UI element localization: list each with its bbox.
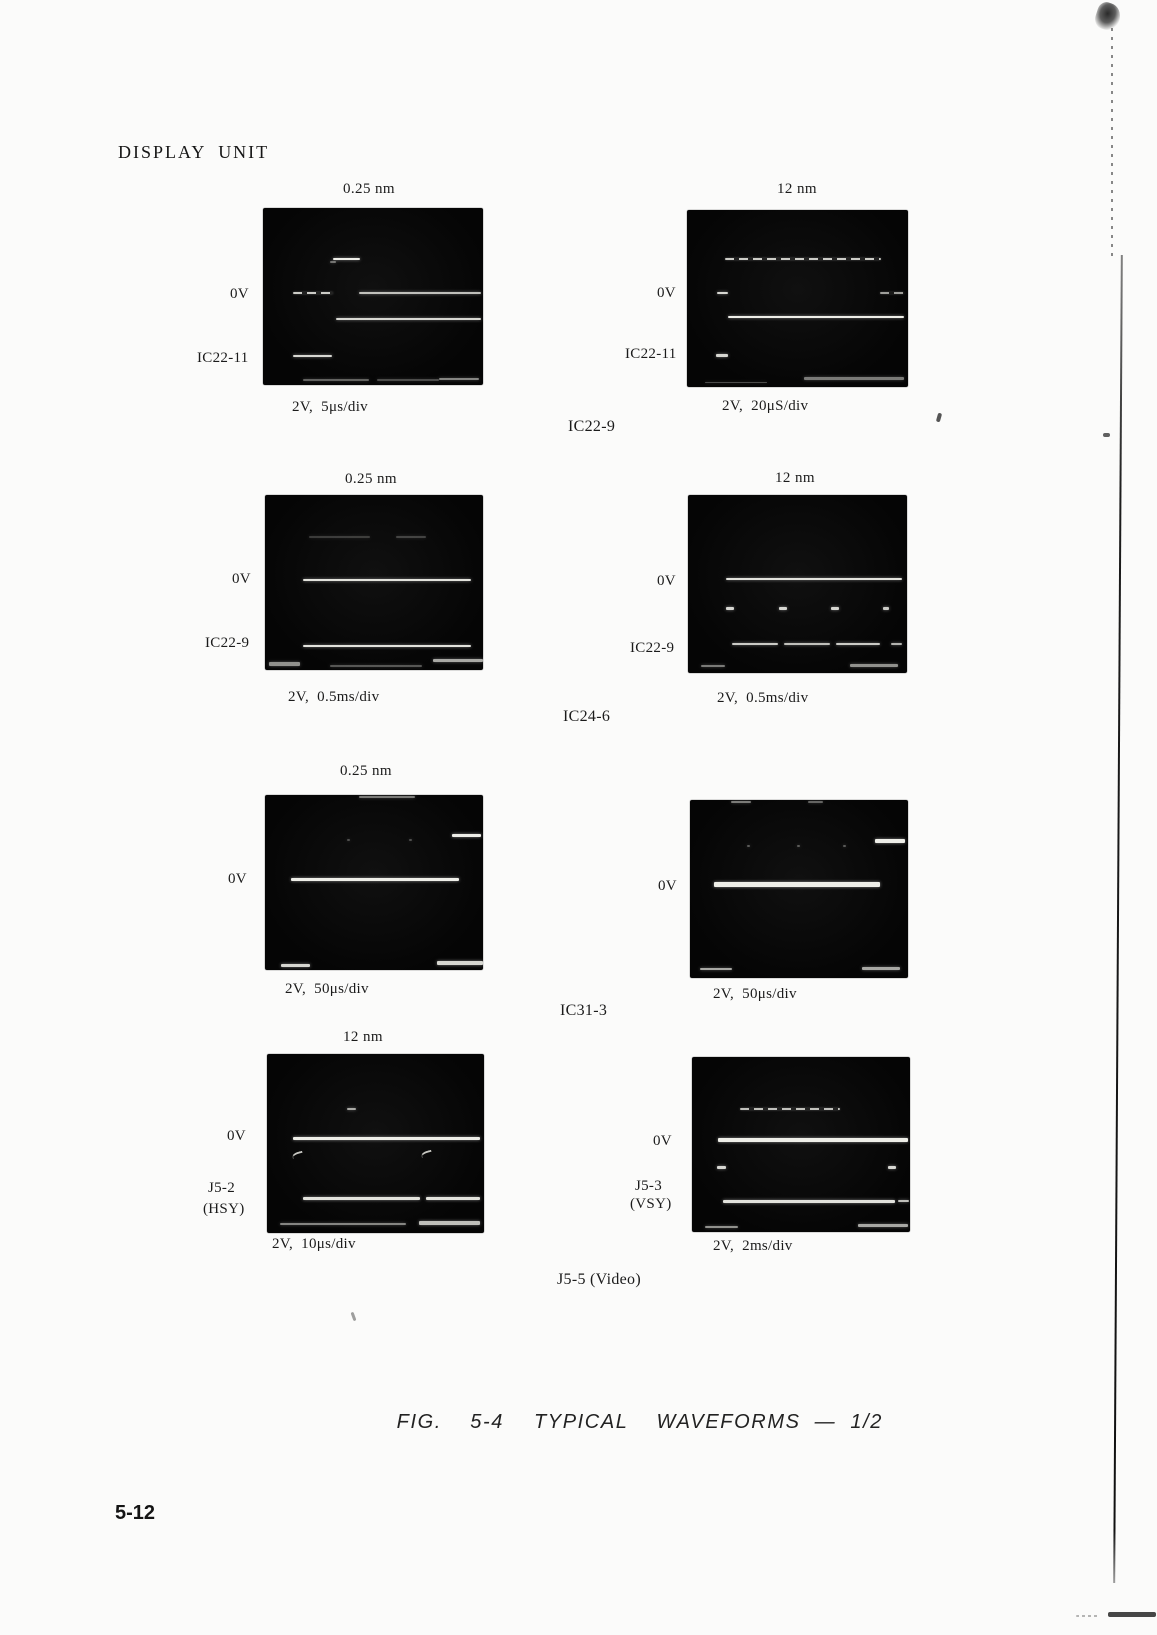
waveform-trace	[293, 355, 333, 357]
waveform-trace	[880, 292, 903, 294]
signal-label: 0V	[653, 1133, 672, 1149]
scope-settings-caption: 2V, 5μs/div	[292, 399, 368, 415]
signal-label: (VSY)	[630, 1196, 672, 1212]
scope-photo-ic22-9-range-12nm	[688, 495, 907, 673]
waveform-trace	[303, 579, 471, 581]
waveform-trace	[725, 258, 882, 260]
signal-label: 0V	[227, 1128, 246, 1144]
waveform-trace	[330, 261, 336, 263]
waveform-trace	[717, 1166, 726, 1169]
waveform-trace	[716, 354, 728, 356]
waveform-trace	[333, 258, 359, 261]
scope-range-title: 0.25 nm	[345, 471, 397, 487]
waveform-trace	[421, 1149, 433, 1157]
scope-photo-ic24-6-range-12nm	[690, 800, 908, 978]
waveform-trace	[731, 801, 751, 803]
waveform-trace	[888, 1166, 896, 1169]
waveform-trace	[875, 839, 904, 843]
waveform-trace	[705, 1226, 738, 1228]
waveform-trace	[836, 643, 880, 645]
figure-title: TYPICAL WAVEFORMS — 1/2	[533, 1411, 884, 1433]
waveform-trace	[433, 659, 483, 662]
waveform-trace	[883, 607, 890, 610]
scope-photo-j5-3-vsy	[692, 1057, 910, 1232]
signal-label: 0V	[232, 571, 251, 587]
signal-label: 0V	[658, 878, 677, 894]
waveform-trace	[359, 796, 416, 798]
scan-speck	[351, 1312, 357, 1321]
scan-edge-line	[1113, 255, 1123, 1583]
waveform-trace	[843, 845, 846, 847]
scan-smudge-artifact	[1092, 0, 1123, 33]
waveform-trace	[808, 801, 823, 803]
scope-photo-ic24-6-range-0-25nm	[265, 795, 483, 970]
scope-range-title: 12 nm	[343, 1029, 383, 1045]
waveform-trace	[359, 292, 481, 294]
waveform-trace	[396, 536, 427, 538]
signal-label: J5-2	[208, 1180, 236, 1196]
waveform-trace	[747, 845, 750, 847]
signal-label: IC22-11	[625, 346, 677, 362]
waveform-trace	[726, 607, 734, 610]
scope-range-title: 12 nm	[777, 181, 817, 197]
waveform-trace	[347, 839, 350, 841]
signal-label: (HSY)	[203, 1201, 245, 1217]
waveform-trace	[293, 1137, 480, 1140]
waveform-trace	[891, 643, 902, 645]
waveform-trace	[858, 1224, 908, 1226]
scope-photo-ic22-11-range-0-25nm	[263, 208, 483, 385]
waveform-trace	[303, 1197, 420, 1199]
waveform-trace	[377, 379, 439, 381]
waveform-trace	[452, 834, 480, 838]
waveform-trace	[426, 1197, 479, 1199]
signal-label: 0V	[228, 871, 247, 887]
waveform-trace	[717, 292, 728, 294]
waveform-trace	[804, 377, 903, 380]
waveform-trace	[701, 665, 725, 667]
signal-label: 0V	[657, 573, 676, 589]
waveform-trace	[728, 316, 904, 318]
scan-speck	[936, 413, 942, 423]
signal-label: IC22-11	[197, 350, 249, 366]
page-number: 5-12	[115, 1502, 156, 1524]
waveform-trace	[281, 964, 309, 967]
scope-settings-caption: 2V, 10μs/div	[272, 1236, 356, 1252]
waveform-trace	[330, 665, 422, 667]
scope-photo-ic22-11-range-12nm	[687, 210, 908, 387]
scope-settings-caption: 2V, 2ms/div	[713, 1238, 793, 1254]
figure-caption	[340, 1388, 883, 1457]
waveform-trace	[831, 607, 839, 610]
scope-range-title: 0.25 nm	[343, 181, 395, 197]
waveform-trace	[726, 578, 901, 580]
waveform-trace	[309, 536, 370, 538]
waveform-trace	[723, 1200, 895, 1203]
scope-photo-j5-2-hsy-range-12nm	[267, 1054, 484, 1233]
waveform-trace	[850, 664, 898, 666]
scope-range-title: 12 nm	[775, 470, 815, 486]
signal-label: IC22-9	[630, 640, 675, 656]
waveform-trace	[898, 1200, 909, 1203]
test-point-label: J5-5 (Video)	[557, 1271, 641, 1288]
scan-edge-line-faint	[1111, 28, 1113, 258]
page-header: DISPLAY UNIT	[118, 142, 270, 162]
waveform-trace	[797, 845, 800, 847]
signal-label: 0V	[230, 286, 249, 302]
waveform-trace	[409, 839, 412, 841]
waveform-trace	[439, 378, 479, 381]
scan-speck	[1103, 433, 1110, 437]
waveform-trace	[437, 961, 483, 964]
scope-range-title: 0.25 nm	[340, 763, 392, 779]
waveform-trace	[732, 643, 778, 645]
waveform-trace	[303, 379, 369, 381]
test-point-label: IC22-9	[568, 418, 616, 435]
scope-settings-caption: 2V, 20μS/div	[722, 398, 809, 414]
waveform-trace	[779, 607, 787, 610]
waveform-trace	[705, 382, 767, 384]
figure-number: FIG. 5-4	[396, 1411, 504, 1433]
waveform-trace	[784, 643, 830, 645]
signal-label: IC22-9	[205, 635, 250, 651]
signal-label: J5-3	[635, 1178, 663, 1194]
waveform-trace	[291, 878, 459, 881]
scope-settings-caption: 2V, 0.5ms/div	[288, 689, 380, 705]
scope-settings-caption: 2V, 50μs/div	[285, 981, 369, 997]
test-point-label: IC31-3	[560, 1002, 608, 1019]
waveform-trace	[293, 292, 334, 294]
scan-bottom-mark	[1076, 1615, 1100, 1617]
waveform-trace	[280, 1223, 406, 1225]
waveform-trace	[303, 645, 471, 647]
scan-bottom-mark	[1108, 1612, 1156, 1617]
scope-settings-caption: 2V, 0.5ms/div	[717, 690, 809, 706]
waveform-trace	[419, 1221, 480, 1224]
waveform-trace	[862, 967, 900, 970]
waveform-trace	[269, 662, 300, 666]
scope-settings-caption: 2V, 50μs/div	[713, 986, 797, 1002]
waveform-trace	[714, 882, 880, 887]
signal-label: 0V	[657, 285, 676, 301]
waveform-trace	[740, 1108, 840, 1110]
test-point-label: IC24-6	[563, 708, 611, 725]
waveform-trace	[718, 1138, 908, 1142]
waveform-trace	[291, 1150, 303, 1158]
waveform-trace	[347, 1108, 356, 1110]
waveform-trace	[336, 318, 481, 320]
scope-photo-ic22-9-range-0-25nm	[265, 495, 483, 670]
waveform-trace	[700, 968, 733, 970]
